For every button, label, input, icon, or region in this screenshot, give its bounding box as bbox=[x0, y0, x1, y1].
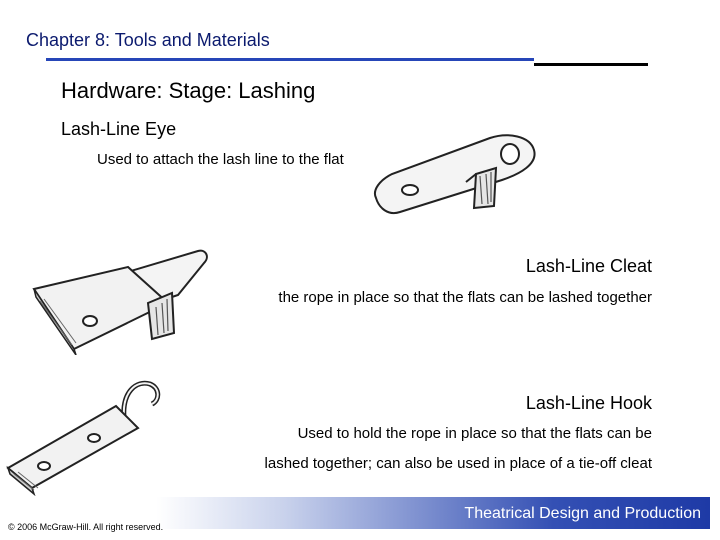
header-rule-black bbox=[534, 63, 648, 66]
lash-line-hook-image bbox=[4, 378, 164, 496]
lash-line-eye-heading: Lash-Line Eye bbox=[61, 119, 177, 139]
slide-title: Hardware: Stage: Lashing bbox=[61, 78, 316, 103]
footer-book-title: Theatrical Design and Production bbox=[464, 505, 701, 522]
lash-line-eye-description: Used to attach the lash line to the flat bbox=[97, 151, 344, 168]
lash-line-hook-description-line1: Used to hold the rope in place so that the flats can be bbox=[297, 425, 652, 442]
header-rule-blue bbox=[46, 58, 534, 61]
chapter-title: Chapter 8: Tools and Materials bbox=[26, 30, 270, 50]
lash-line-hook-heading: Lash-Line Hook bbox=[525, 393, 652, 413]
lash-line-eye-description-box bbox=[97, 150, 369, 174]
lash-line-cleat-description: the rope in place so that the flats can be lashed together bbox=[278, 289, 652, 306]
lash-line-hook-description-line2: lashed together; can also be used in place of a tie-off cleat bbox=[264, 455, 652, 472]
copyright-notice: © 2006 McGraw-Hill. All right reserved. bbox=[8, 522, 164, 532]
lash-line-cleat-heading: Lash-Line Cleat bbox=[525, 256, 652, 276]
lash-line-cleat-image bbox=[28, 245, 228, 355]
lash-line-eye-image bbox=[370, 128, 540, 218]
